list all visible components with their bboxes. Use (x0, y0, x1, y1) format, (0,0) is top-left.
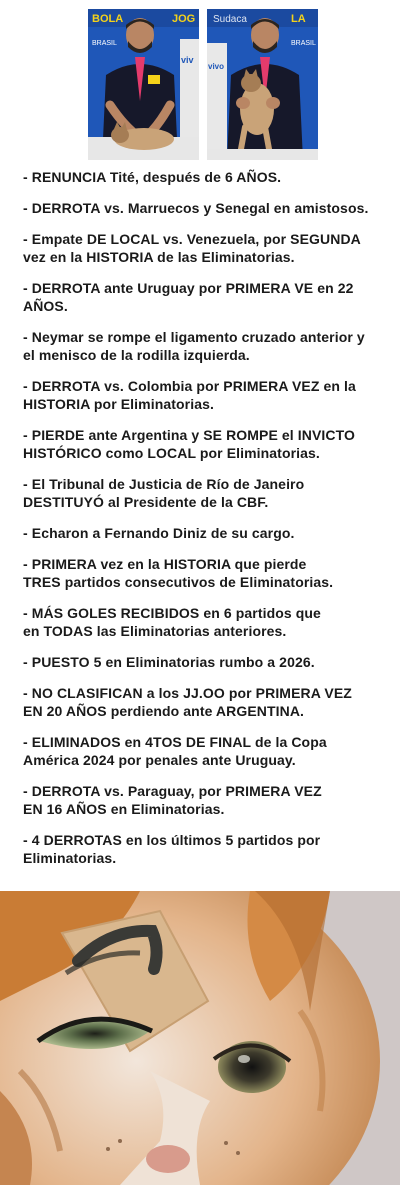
list-item-line: HISTORIA por Eliminatorias. (23, 396, 214, 412)
list-item (23, 279, 393, 315)
coach-with-cat-photo-right (207, 9, 318, 160)
list-item (23, 831, 393, 867)
list-item (23, 733, 393, 769)
list-item (23, 230, 393, 266)
list-item (23, 782, 393, 818)
list-item (23, 475, 393, 511)
list-item-line: vez en la HISTORIA de las Eliminatorias. (23, 249, 295, 265)
list-item-line: - DERROTA vs. Colombia por PRIMERA VEZ en la (23, 378, 356, 394)
list-item-line: TRES partidos consecutivos de Eliminatorias. (23, 574, 334, 590)
list-item-line: - PIERDE ante Argentina y SE ROMPE el INVICTO (23, 427, 356, 443)
list-item-line: DESTITUYÓ al Presidente de la CBF. (23, 494, 269, 510)
list-item-line: - RENUNCIA Tité, después de 6 AÑOS. (23, 169, 282, 185)
sponsor-text: vivo (208, 62, 225, 71)
list-item-line: EN 20 AÑOS perdiendo ante ARGENTINA. (23, 703, 305, 719)
list-item-line: - PUESTO 5 en Eliminatorias rumbo a 2026. (23, 654, 315, 670)
list-item (23, 604, 393, 640)
banner-text: LA (291, 13, 306, 25)
failures-list (23, 168, 393, 880)
list-item-line: Eliminatorias. (23, 850, 117, 866)
list-item (23, 653, 393, 671)
list-item-line: - DERROTA vs. Marruecos y Senegal en amistosos. (23, 200, 369, 216)
list-item-line: - NO CLASIFICAN a los JJ.OO por PRIMERA VEZ (23, 685, 352, 701)
list-item-line: - 4 DERROTAS en los últimos 5 partidos por (23, 832, 321, 848)
list-item (23, 199, 393, 217)
list-item (23, 555, 393, 591)
list-item-line: - MÁS GOLES RECIBIDOS en 6 partidos que (23, 605, 321, 621)
list-item (23, 524, 393, 542)
list-item (23, 684, 393, 720)
banner-text-2: JOG (172, 13, 196, 25)
list-item (23, 168, 393, 186)
press-photo-left (88, 9, 199, 160)
panel-text: BRASIL (92, 40, 117, 47)
list-item-line: AÑOS. (23, 298, 68, 314)
watermark-text: Sudaca (213, 14, 247, 25)
banner-text: BOLA (92, 13, 124, 25)
press-photo-right (207, 9, 318, 160)
list-item-line: - PRIMERA vez en la HISTORIA que pierde (23, 556, 307, 572)
list-item (23, 377, 393, 413)
list-item-line: - Empate DE LOCAL vs. Venezuela, por SEGUNDA (23, 231, 361, 247)
list-item-line: en TODAS las Eliminatorias anteriores. (23, 623, 287, 639)
list-item-line: - ELIMINADOS en 4TOS DE FINAL de la Copa (23, 734, 327, 750)
list-item-line: - DERROTA vs. Paraguay, por PRIMERA VEZ (23, 783, 322, 799)
cat-with-paper-eyebrows-image (0, 891, 400, 1185)
list-item-line: - El Tribunal de Justicia de Río de Janeiro (23, 476, 305, 492)
list-item (23, 426, 393, 462)
list-item-line: - Neymar se rompe el ligamento cruzado anterior y (23, 329, 365, 345)
panel-text: BRASIL (291, 40, 316, 47)
sponsor-text: viv (181, 55, 194, 65)
list-item (23, 328, 393, 364)
list-item-line: EN 16 AÑOS en Eliminatorias. (23, 801, 225, 817)
list-item-line: HISTÓRICO como LOCAL por Eliminatorias. (23, 445, 320, 461)
cat-closeup-photo (0, 891, 400, 1185)
coach-with-cat-photo-left (88, 9, 199, 160)
list-item-line: - Echaron a Fernando Diniz de su cargo. (23, 525, 295, 541)
list-item-line: - DERROTA ante Uruguay por PRIMERA VE en 22 (23, 280, 354, 296)
list-item-line: América 2024 por penales ante Uruguay. (23, 752, 296, 768)
list-item-line: el menisco de la rodilla izquierda. (23, 347, 250, 363)
